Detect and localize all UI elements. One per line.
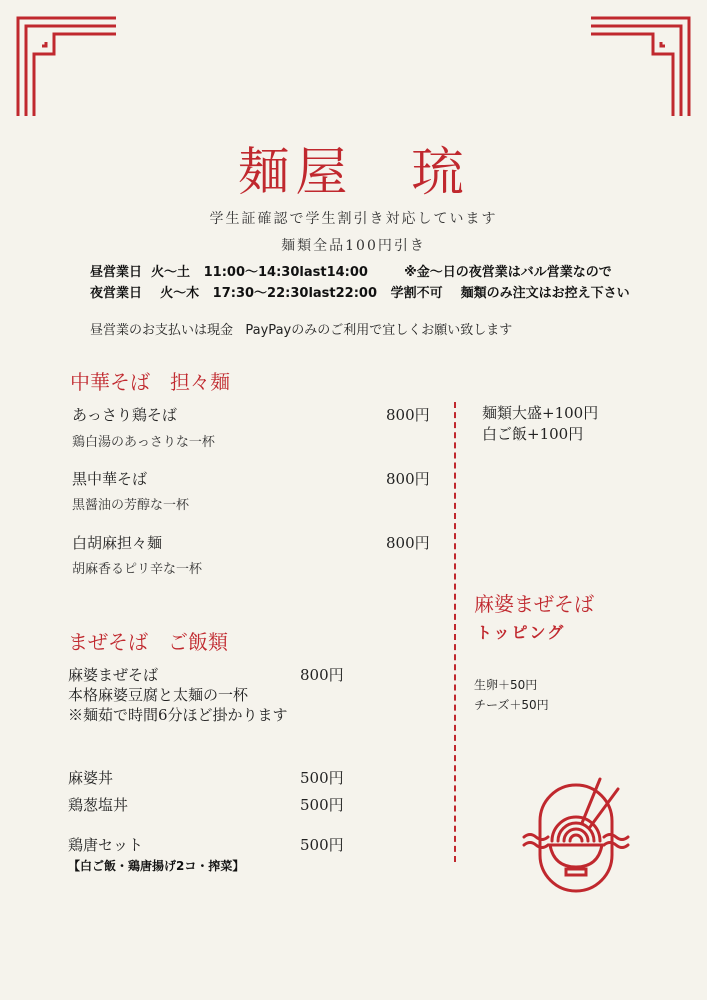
menu-item-name: 麻婆まぜそば (68, 666, 159, 684)
menu-item-desc: 黒醤油の芳醇な一杯 (72, 498, 190, 513)
hours-day: 昼営業日 火〜土 11:00〜14:30last14:00 ※金〜日の夜営業はバル営業なので (90, 265, 612, 280)
menu-item-name: 白胡麻担々麺 (72, 534, 163, 552)
discount-notice: 麺類全品100円引き (281, 238, 426, 254)
menu-item-price: 500円 (300, 796, 344, 814)
menu-item-price: 800円 (300, 666, 344, 684)
corner-ornament-left-icon (16, 16, 116, 116)
extra-option: 白ご飯+100円 (482, 425, 584, 443)
topping-option: 生卵＋50円 (474, 678, 538, 692)
menu-item-desc: 【白ご飯・鶏唐揚げ2コ・搾菜】 (68, 859, 245, 873)
menu-item-desc: 鶏白湯のあっさりな一杯 (72, 435, 215, 450)
menu-item-price: 800円 (386, 406, 430, 424)
menu-item-name: あっさり鶏そば (72, 406, 177, 424)
topping-option: チーズ＋50円 (474, 698, 549, 712)
student-notice: 学生証確認で学生割引き対応しています (209, 211, 498, 227)
menu-item-price: 800円 (386, 470, 430, 488)
topping-section-title: 麻婆まぜそば (474, 592, 594, 616)
menu-item-desc: 本格麻婆豆腐と太麺の一杯 (68, 686, 249, 704)
menu-item-price: 800円 (386, 534, 430, 552)
extra-option: 麺類大盛+100円 (482, 404, 599, 422)
menu-item-note: ※麺茹で時間6分ほど掛かります (68, 706, 288, 724)
menu-item-name: 麻婆丼 (68, 769, 114, 787)
section-title-chuka-soba: 中華そば 担々麺 (70, 370, 230, 394)
column-divider (454, 402, 456, 862)
menu-item-name: 鶏唐セット (68, 836, 144, 854)
section-title-mazesoba: まぜそば ご飯類 (68, 630, 228, 654)
menu-item-name: 鶏葱塩丼 (68, 796, 129, 814)
menu-item-price: 500円 (300, 836, 344, 854)
noodle-bowl-icon (520, 775, 632, 895)
menu-item-name: 黒中華そば (72, 470, 148, 488)
payment-notice: 昼営業のお支払いは現金 PayPayのみのご利用で宜しくお願い致します (90, 323, 513, 338)
menu-item-desc: 胡麻香るピリ辛な一杯 (72, 562, 203, 577)
corner-ornament-right-icon (591, 16, 691, 116)
hours-night: 夜営業日 火〜木 17:30〜22:30last22:00 学割不可 麺類のみ注文はお控え下さい (90, 286, 630, 301)
shop-title: 麺屋 琉 (237, 143, 470, 203)
menu-item-price: 500円 (300, 769, 344, 787)
topping-subtitle: トッピング (476, 623, 566, 642)
